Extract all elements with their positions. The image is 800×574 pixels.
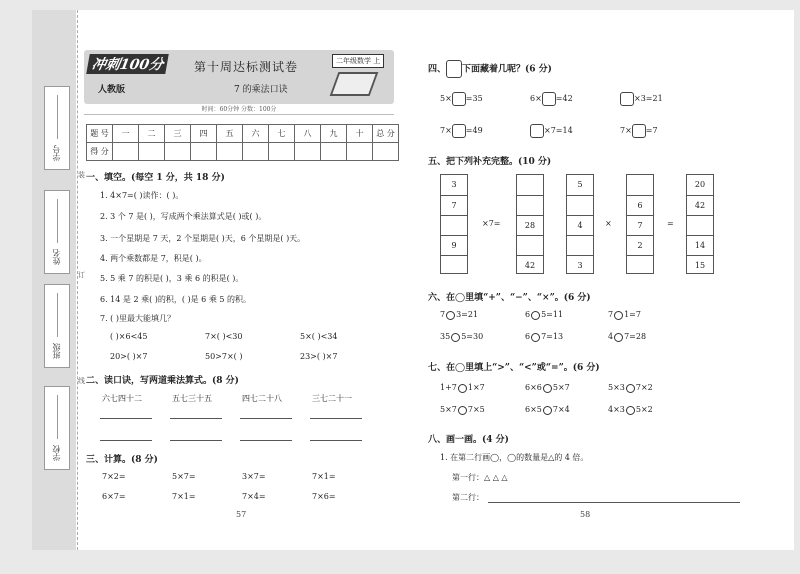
hidden-box[interactable]	[530, 124, 544, 138]
q7-item[interactable]: ( )×6<45	[110, 332, 148, 341]
answer-circle[interactable]	[451, 333, 460, 342]
calc-item[interactable]: 7×4=	[242, 492, 266, 501]
question-3: 3. 一个星期是 7 天，2 个星期是( )天，6 个星期是( )天。	[100, 234, 306, 243]
hidden-post: ×3=21	[634, 94, 663, 103]
operator-item-left: 4	[608, 332, 614, 341]
question-1: 1. 4×7=( )读作：( )。	[100, 191, 184, 200]
q7-item[interactable]: 7×( )<30	[205, 332, 243, 341]
answer-circle[interactable]	[458, 384, 467, 393]
draw-row-1: 第一行：△ △ △	[452, 473, 508, 482]
student-id-label: 学号	[52, 145, 61, 161]
page-number-left: 57	[236, 510, 247, 519]
grid-cell[interactable]	[441, 255, 467, 275]
hidden-pre: 7×	[440, 126, 452, 135]
score-input-cell[interactable]	[243, 143, 269, 161]
operator-item-right: 3=21	[456, 310, 479, 319]
hidden-box[interactable]	[620, 92, 634, 106]
compare-item[interactable]	[608, 405, 653, 415]
compare-item-left: 1+7	[440, 383, 457, 392]
score-header-row	[87, 125, 399, 143]
rhyme-item: 六七四十二	[102, 394, 142, 403]
answer-circle[interactable]	[543, 384, 552, 393]
student-id-box[interactable]	[44, 86, 70, 170]
answer-circle[interactable]	[626, 384, 635, 393]
score-header-cell: 三	[165, 125, 191, 143]
answer-circle[interactable]	[458, 406, 467, 415]
section-3-title: 三、计算。(8 分)	[86, 455, 158, 465]
cut-char: 装	[78, 171, 85, 179]
operator-item[interactable]	[608, 332, 646, 342]
compare-item-left: 5×7	[440, 405, 457, 414]
score-value-row[interactable]	[87, 143, 399, 161]
section-7-title: 七、在◯里填上“>”、“<”或“=”。(6 分)	[428, 363, 600, 373]
hidden-post: =7	[645, 126, 658, 135]
grid-cell: 15	[687, 255, 713, 275]
grid-cell: 2	[627, 235, 653, 255]
compare-item-right: 5×7	[552, 383, 570, 392]
answer-line[interactable]	[240, 440, 292, 441]
class-label: 班级	[52, 343, 61, 359]
grid-cell: 3	[451, 180, 457, 189]
compare-item[interactable]	[440, 383, 485, 393]
hidden-pre: 7×	[620, 126, 632, 135]
compare-item[interactable]	[608, 383, 653, 393]
score-input-cell[interactable]	[347, 143, 373, 161]
school-box[interactable]	[44, 386, 70, 470]
answer-circle[interactable]	[626, 406, 635, 415]
grid-cell: 9	[441, 235, 467, 255]
times-label: ×	[605, 219, 612, 228]
score-header-cell: 九	[321, 125, 347, 143]
hidden-item[interactable]	[620, 124, 658, 138]
compare-item-right: 5×2	[635, 405, 653, 414]
hidden-item[interactable]	[620, 92, 663, 106]
grid-cell: 4	[567, 215, 593, 235]
q7-item[interactable]: 5×( )<34	[300, 332, 338, 341]
operator-item[interactable]	[608, 310, 641, 320]
answer-line[interactable]	[310, 440, 362, 441]
q7-item[interactable]: 23>( )×7	[300, 352, 338, 361]
q7-item[interactable]: 50>7×( )	[205, 352, 243, 361]
rhyme-item: 四七二十八	[242, 394, 282, 403]
cut-char: 线	[78, 377, 85, 385]
operator-item[interactable]	[440, 310, 478, 320]
compare-item-right: 1×7	[467, 383, 485, 392]
compare-item-left: 6×5	[525, 405, 542, 414]
compare-item-left: 6×6	[525, 383, 542, 392]
hidden-box-icon	[446, 60, 462, 78]
exam-subtitle: 7 的乘法口诀	[234, 85, 288, 95]
compare-item-right: 7×2	[635, 383, 653, 392]
hidden-item[interactable]	[530, 92, 573, 106]
grade-badge: 二年级数学 上	[332, 54, 384, 68]
score-header-cell: 七	[269, 125, 295, 143]
compare-item[interactable]	[525, 405, 570, 415]
answer-line[interactable]	[100, 440, 152, 441]
answer-line[interactable]	[170, 440, 222, 441]
score-header-cell: 十	[347, 125, 373, 143]
draw-row-2: 第二行：	[452, 493, 484, 502]
calc-item[interactable]: 7×6=	[312, 492, 336, 501]
cut-char: 订	[78, 271, 85, 279]
compare-item-right: 7×4	[552, 405, 570, 414]
grid-cell: 5	[577, 180, 583, 189]
grid-cell: 42	[517, 255, 543, 275]
score-header-cell: 一	[113, 125, 139, 143]
section-8-title: 八、画一画。(4 分)	[428, 435, 509, 445]
operator-item-left: 35	[440, 332, 451, 341]
score-header-cell: 题 号	[87, 125, 113, 143]
operator-item[interactable]	[525, 310, 563, 320]
grid-cell: 7	[627, 215, 653, 235]
score-header-cell: 八	[295, 125, 321, 143]
hidden-box[interactable]	[452, 124, 466, 138]
operator-item-right: 5=30	[461, 332, 484, 341]
operator-item-right: 7=13	[541, 332, 564, 341]
grid-cell[interactable]	[567, 235, 593, 255]
grid-cell[interactable]	[687, 215, 713, 235]
score-header-cell: 四	[191, 125, 217, 143]
score-input-cell[interactable]	[217, 143, 243, 161]
hidden-post: ×7=14	[544, 126, 573, 135]
score-row-label: 得 分	[87, 143, 113, 161]
exam-header	[84, 50, 394, 104]
operator-item[interactable]	[440, 332, 483, 342]
grid-column	[440, 174, 468, 274]
grid-cell[interactable]	[517, 175, 543, 195]
grid-cell[interactable]	[441, 215, 467, 235]
grid-cell[interactable]	[627, 255, 653, 275]
hidden-post: =49	[465, 126, 483, 135]
draw-question: 1. 在第二行画◯，◯的数量是△的 4 倍。	[440, 453, 589, 462]
section-1-title: 一、填空。(每空 1 分，共 18 分)	[86, 173, 225, 183]
hidden-box[interactable]	[542, 92, 556, 106]
calc-item[interactable]: 7×2=	[102, 472, 126, 481]
hidden-item[interactable]	[530, 124, 573, 138]
answer-line[interactable]	[310, 418, 362, 419]
class-box[interactable]	[44, 284, 70, 368]
hidden-pre: 5×	[440, 94, 452, 103]
grid-cell: 14	[687, 235, 713, 255]
question-7: 7. ( )里最大能填几？	[100, 314, 175, 323]
grid-cell: 7	[441, 195, 467, 215]
compare-item[interactable]	[440, 405, 485, 415]
q7-item[interactable]: 20>( )×7	[110, 352, 148, 361]
brand-logo: 冲刺100分	[86, 54, 169, 74]
name-label: 姓名	[52, 249, 61, 265]
score-header-cell: 六	[243, 125, 269, 143]
grid-column	[566, 174, 594, 274]
hidden-item[interactable]	[440, 124, 483, 138]
grid-cell: 3	[567, 255, 593, 275]
grid-cell: 42	[687, 195, 713, 215]
answer-circle[interactable]	[446, 311, 455, 320]
cut-line	[77, 10, 78, 550]
hidden-pre: 6×	[530, 94, 542, 103]
grid-column	[516, 174, 544, 274]
grid-cell: 28	[517, 215, 543, 235]
operator-item-right: 7=28	[624, 332, 647, 341]
answer-circle[interactable]	[614, 333, 623, 342]
score-header-cell: 二	[139, 125, 165, 143]
score-input-cell[interactable]	[139, 143, 165, 161]
section-2-title: 二、读口诀，写两道乘法算式。(8 分)	[86, 376, 239, 386]
score-header-cell: 总 分	[373, 125, 399, 143]
laptop-icon	[330, 72, 379, 96]
page-number-right: 58	[580, 510, 591, 519]
score-header-cell: 五	[217, 125, 243, 143]
question-4: 4. 两个乘数都是 7，积是( )。	[100, 254, 207, 263]
answer-circle[interactable]	[543, 406, 552, 415]
score-input-cell[interactable]	[321, 143, 347, 161]
name-box[interactable]	[44, 190, 70, 274]
answer-circle[interactable]	[614, 311, 623, 320]
question-6: 6. 14 是 2 乘( )的积，( )是 6 乘 5 的积。	[100, 295, 251, 304]
hidden-item[interactable]	[440, 92, 483, 106]
answer-line[interactable]	[100, 418, 152, 419]
calc-item[interactable]: 6×7=	[102, 492, 126, 501]
grid-cell[interactable]	[627, 175, 653, 195]
hidden-post: =35	[465, 94, 483, 103]
operator-item-right: 5=11	[541, 310, 564, 319]
time-score-info: 时间：60分钟 分数：100分	[84, 104, 394, 115]
rhyme-item: 五七三十五	[172, 394, 212, 403]
section-6-title: 六、在◯里填“+”、“−”、“×”。(6 分)	[428, 293, 591, 303]
grid-cell[interactable]	[567, 195, 593, 215]
grid-column	[686, 174, 714, 274]
hidden-post: =42	[555, 94, 573, 103]
section-4-title	[428, 60, 552, 78]
operator-item-right: 1=7	[624, 310, 641, 319]
calc-item[interactable]: 7×1=	[172, 492, 196, 501]
operator-item-left: 7	[440, 310, 446, 319]
section-4-prefix: 四、	[428, 64, 447, 75]
compare-item-right: 7×5	[467, 405, 485, 414]
school-label: 学校	[52, 445, 61, 461]
grid-cell: 20	[694, 180, 706, 189]
score-input-cell[interactable]	[191, 143, 217, 161]
grid-cell[interactable]	[517, 195, 543, 215]
answer-line[interactable]	[240, 418, 292, 419]
question-2: 2. 3 个 7 是( )，写成两个乘法算式是( )或( )。	[100, 212, 267, 221]
answer-line[interactable]	[170, 418, 222, 419]
grid-column	[626, 174, 654, 274]
score-input-cell[interactable]	[113, 143, 139, 161]
grid-cell: 6	[627, 195, 653, 215]
answer-circle[interactable]	[531, 311, 540, 320]
grid-cell[interactable]	[517, 235, 543, 255]
section-5-title: 五、把下列补充完整。(10 分)	[428, 157, 552, 167]
calc-item[interactable]: 5×7=	[172, 472, 196, 481]
question-5: 5. 5 乘 7 的积是( )，3 乘 6 的积是( )。	[100, 274, 244, 283]
edition-label: 人教版	[98, 85, 126, 95]
answer-circle[interactable]	[531, 333, 540, 342]
section-4-text: 下面藏着几呢？(6 分)	[462, 64, 552, 75]
calc-item[interactable]: 7×1=	[312, 472, 336, 481]
operator-item-left: 6	[525, 332, 531, 341]
operator-item-left: 7	[608, 310, 614, 319]
multiply-label: ×7=	[482, 219, 501, 228]
score-input-cell[interactable]	[295, 143, 321, 161]
operator-item[interactable]	[525, 332, 563, 342]
exam-title: 第十周达标测试卷	[194, 60, 299, 74]
score-table	[86, 124, 399, 161]
score-input-cell[interactable]	[373, 143, 399, 161]
draw-answer-line[interactable]	[488, 502, 740, 503]
compare-item-left: 5×3	[608, 383, 625, 392]
hidden-box[interactable]	[452, 92, 466, 106]
rhyme-item: 三七二十一	[312, 394, 352, 403]
compare-item[interactable]	[525, 383, 570, 393]
compare-item-left: 4×3	[608, 405, 625, 414]
operator-item-left: 6	[525, 310, 531, 319]
score-input-cell[interactable]	[269, 143, 295, 161]
equals-label: =	[667, 219, 674, 228]
hidden-box[interactable]	[632, 124, 646, 138]
calc-item[interactable]: 3×7=	[242, 472, 266, 481]
score-input-cell[interactable]	[165, 143, 191, 161]
